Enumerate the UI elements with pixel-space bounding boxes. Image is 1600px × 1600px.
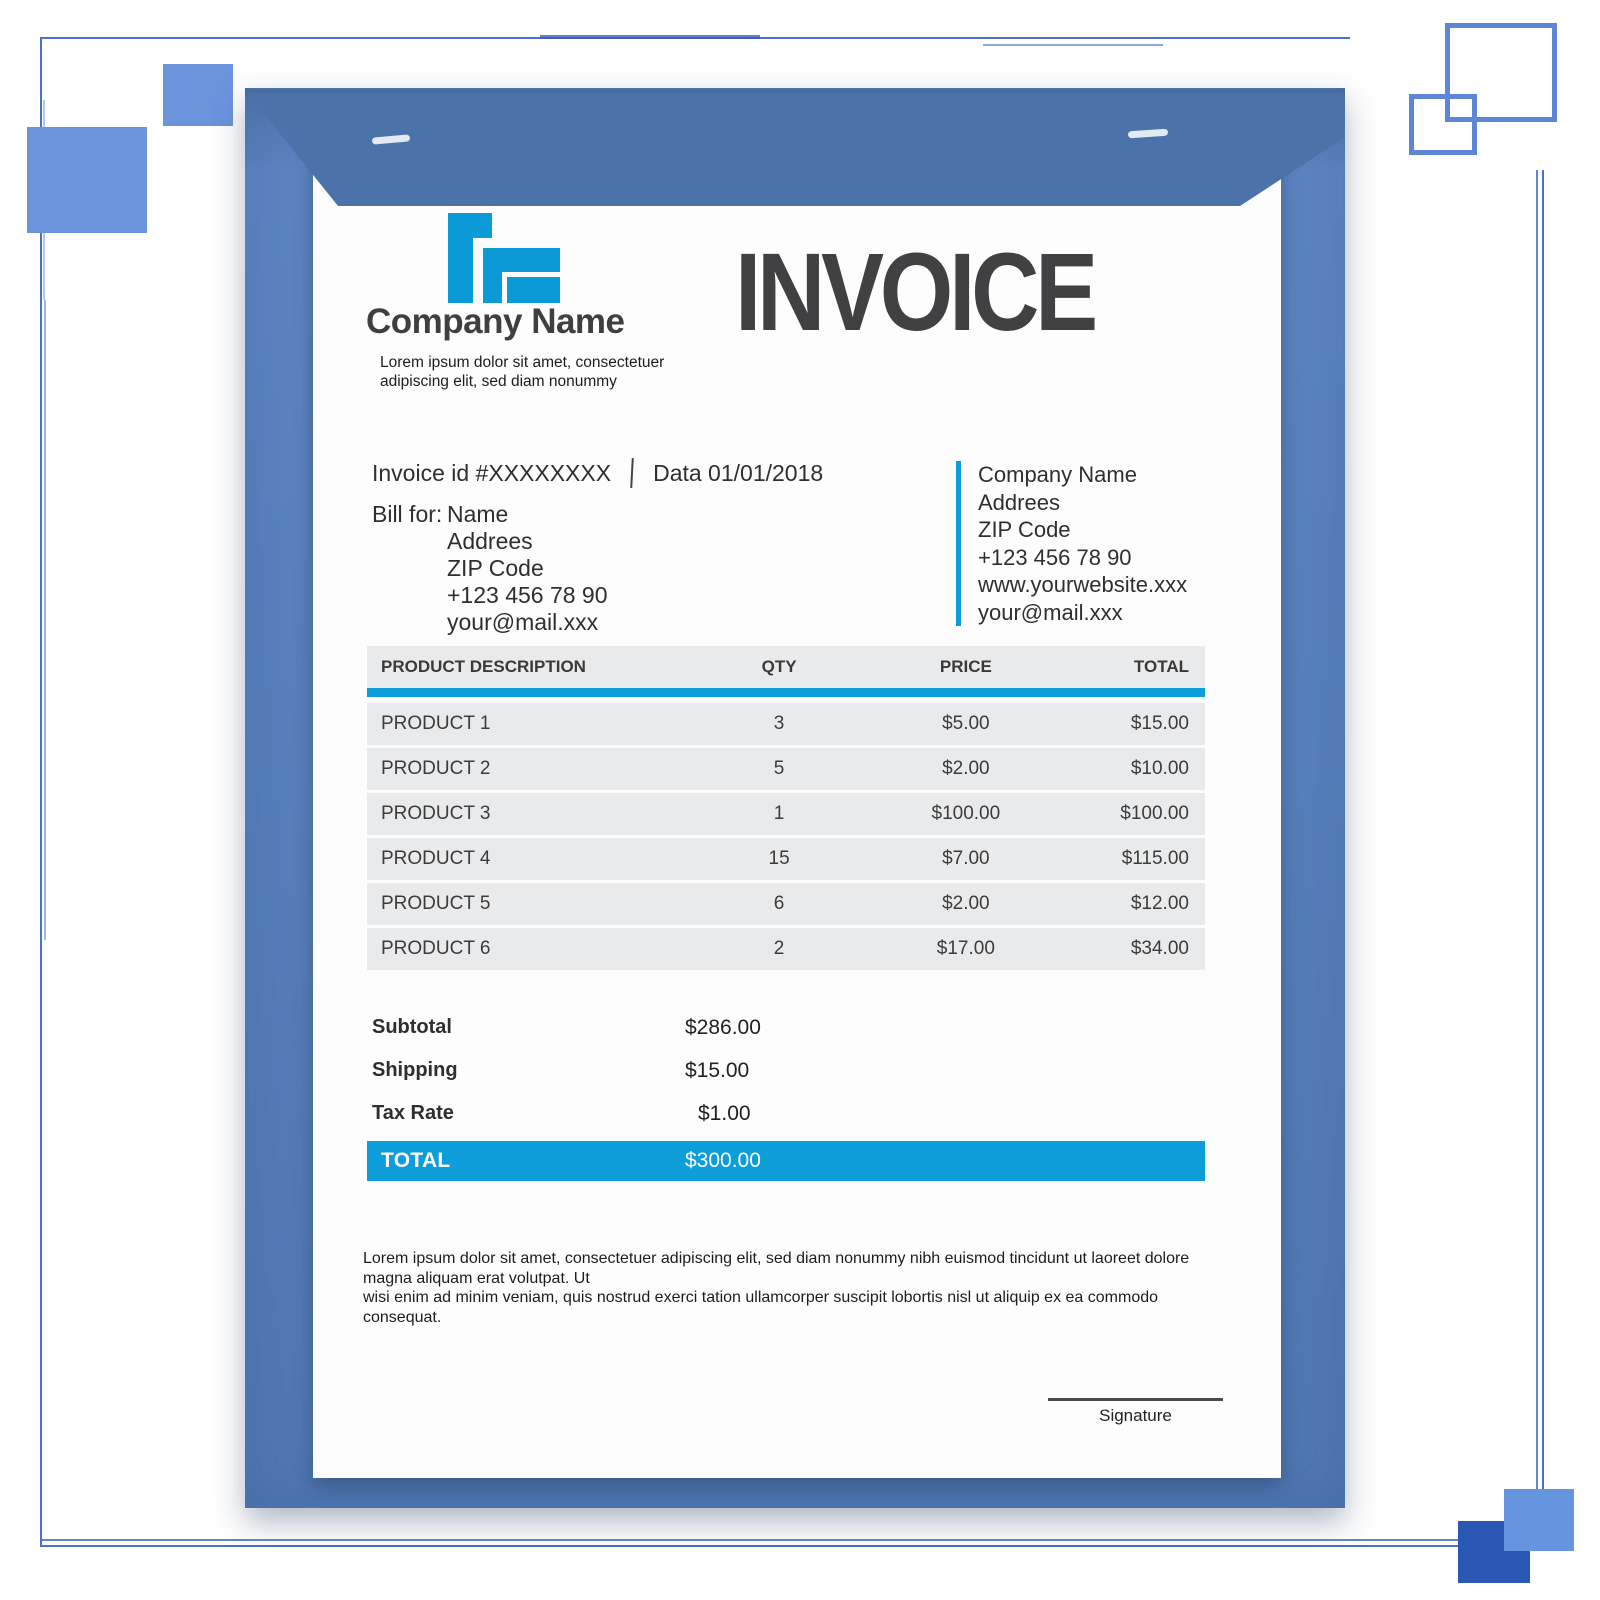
cell-product: PRODUCT 6 <box>381 938 491 959</box>
bill-for-label: Bill for: <box>372 501 443 527</box>
invoice-title: INVOICE <box>735 231 1094 354</box>
cell-price: $5.00 <box>942 713 990 734</box>
company-logo-icon <box>446 210 562 306</box>
total-value: $300.00 <box>685 1149 761 1172</box>
subtotal-value: $286.00 <box>685 1016 761 1039</box>
invoice-id: Invoice id #XXXXXXXX <box>372 459 612 486</box>
bill-for-zip: ZIP Code <box>447 555 544 581</box>
company-tagline <box>380 353 664 391</box>
bill-for-phone: +123 456 78 90 <box>447 582 608 608</box>
cell-total: $10.00 <box>1130 758 1189 779</box>
frame-line-right-inner <box>1536 170 1538 1490</box>
table-accent-bar <box>367 688 1205 697</box>
cell-total: $100.00 <box>1120 803 1189 824</box>
frame-line-right-outer <box>1542 170 1544 1490</box>
cell-product: PRODUCT 3 <box>381 803 491 824</box>
frame-line-left <box>40 37 42 1547</box>
invoice-date: Data 01/01/2018 <box>653 459 824 486</box>
company-tagline-line2: adipiscing elit, sed diam nonummy <box>380 373 617 390</box>
table-row <box>367 748 1205 790</box>
cell-price: $17.00 <box>936 938 995 959</box>
cell-total: $15.00 <box>1130 713 1189 734</box>
summary-row-tax <box>372 1102 1205 1128</box>
cell-product: PRODUCT 2 <box>381 758 491 779</box>
company-info-block <box>956 461 1187 626</box>
table-row <box>367 928 1205 970</box>
envelope-flap <box>245 88 1345 208</box>
table-header-price: PRICE <box>939 657 992 676</box>
tax-rate-label: Tax Rate <box>372 1102 454 1124</box>
company-tagline-line1: Lorem ipsum dolor sit amet, consectetuer <box>380 354 665 371</box>
meta-divider <box>630 458 634 488</box>
bill-for-name: Name <box>447 501 509 527</box>
bill-for-email: your@mail.xxx <box>447 609 599 635</box>
total-label: TOTAL <box>381 1149 451 1172</box>
shipping-value: $15.00 <box>685 1059 750 1082</box>
signature-block <box>1048 1398 1223 1426</box>
frame-sketch-stroke <box>983 44 1163 46</box>
table-header-qty: QTY <box>761 657 797 676</box>
footer-note-line2: wisi enim ad minim veniam, quis nostrud exerci tation ullamcorper suscipit lobortis nisl ut aliquip ex ea commodo consequat. <box>363 1289 1159 1326</box>
cell-product: PRODUCT 1 <box>381 713 491 734</box>
cell-price: $100.00 <box>931 803 1001 824</box>
decor-square-bottom-right-light <box>1504 1489 1574 1551</box>
shipping-label: Shipping <box>372 1059 458 1081</box>
cell-product: PRODUCT 5 <box>381 893 491 914</box>
cell-product: PRODUCT 4 <box>381 848 491 869</box>
cell-qty: 1 <box>773 803 785 824</box>
bill-for-address: Addrees <box>447 528 533 554</box>
invoice-meta-row <box>372 458 823 488</box>
footer-note <box>363 1249 1215 1327</box>
frame-line-bottom-outer <box>40 1545 1458 1547</box>
decor-square-top-left-large <box>27 127 147 233</box>
decor-square-top-left-small <box>163 64 233 126</box>
company-name-heading: Company Name <box>366 302 625 341</box>
frame-sketch-stroke <box>540 35 760 39</box>
total-bar <box>367 1141 1205 1181</box>
signature-label: Signature <box>1099 1406 1172 1425</box>
company-info-name: Company Name <box>978 462 1137 487</box>
cell-price: $7.00 <box>942 848 990 869</box>
company-info-zip: ZIP Code <box>978 517 1071 542</box>
frame-sketch-stroke <box>44 300 46 940</box>
signature-line <box>1048 1398 1223 1401</box>
table-row <box>367 703 1205 745</box>
cell-price: $2.00 <box>942 893 990 914</box>
table-header-row <box>367 646 1205 688</box>
cell-qty: 15 <box>768 848 790 869</box>
company-info-phone: +123 456 78 90 <box>978 544 1132 570</box>
frame-line-bottom-inner <box>40 1539 1458 1541</box>
cell-price: $2.00 <box>942 758 990 779</box>
company-info-address: Addrees <box>978 489 1060 515</box>
cell-qty: 2 <box>773 938 785 959</box>
summary-row-shipping <box>372 1059 1205 1085</box>
tax-rate-value: $1.00 <box>698 1102 751 1125</box>
table-header-total: TOTAL <box>1133 657 1189 676</box>
table-row <box>367 883 1205 925</box>
cell-qty: 5 <box>773 758 785 779</box>
company-info-email: your@mail.xxx <box>978 599 1123 625</box>
decor-outline-square-top-right-small <box>1409 94 1477 155</box>
table-header-description: PRODUCT DESCRIPTION <box>381 657 586 676</box>
table-row <box>367 838 1205 880</box>
cell-total: $12.00 <box>1130 893 1189 914</box>
subtotal-label: Subtotal <box>372 1016 452 1038</box>
cell-total: $34.00 <box>1130 938 1189 959</box>
cell-total: $115.00 <box>1121 848 1189 869</box>
table-row <box>367 793 1205 835</box>
company-info-website: www.yourwebsite.xxx <box>978 572 1188 597</box>
footer-note-line1: Lorem ipsum dolor sit amet, consectetuer adipiscing elit, sed diam nonummy nibh euismod tincidunt ut laoreet dolore magna aliquam erat volutpat. Ut <box>363 1250 1190 1287</box>
cell-qty: 6 <box>773 893 785 914</box>
bill-for-block <box>447 501 608 636</box>
cell-qty: 3 <box>773 713 785 734</box>
summary-row-subtotal <box>372 1016 1205 1042</box>
